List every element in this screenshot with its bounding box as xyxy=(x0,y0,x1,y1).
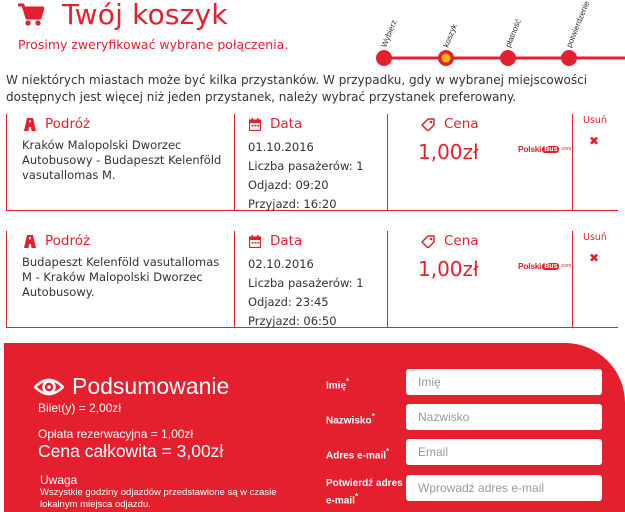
departure-time: Odjazd: 23:45 xyxy=(248,295,329,309)
total-price: Cena całkowita = 3,00zł xyxy=(38,441,224,461)
trip-price: 1,00zł xyxy=(418,140,479,164)
note-title: Uwaga xyxy=(40,473,78,487)
departure-time: Odjazd: 09:20 xyxy=(248,178,329,192)
page-subtitle: Prosimy zweryfikować wybrane połączenia. xyxy=(18,37,289,52)
polskibus-logo: Polski Bus .com xyxy=(518,261,572,271)
step-confirmation xyxy=(561,0,592,66)
divider xyxy=(572,114,573,210)
route-text: Kraków Malopolski Dworzec Autobusowy - Budapeszt Kelenföld vasutallomas M. xyxy=(22,138,222,182)
last-name-label: Nazwisko* xyxy=(326,411,375,427)
remove-button[interactable]: ✖ xyxy=(589,251,600,265)
divider xyxy=(234,231,235,327)
divider xyxy=(572,231,573,327)
trip-details xyxy=(248,255,364,331)
trip-price: 1,00zł xyxy=(418,257,479,281)
booking-row xyxy=(6,114,618,211)
tag-icon xyxy=(421,118,435,131)
divider xyxy=(234,114,235,210)
polskibus-logo: Polski Bus .com xyxy=(518,144,572,154)
step-label-confirmation: potwierdzenie xyxy=(564,0,592,49)
tickets-cost: Bilet(y) = 2,00zł xyxy=(38,401,122,415)
email-field[interactable] xyxy=(406,439,602,465)
price-header xyxy=(421,116,479,132)
page-title: Twój koszyk xyxy=(62,0,228,31)
remove-label: Usuń xyxy=(583,115,607,126)
tag-icon xyxy=(421,235,435,248)
date-header-label: Data xyxy=(270,116,303,132)
remove-label: Usuń xyxy=(583,232,607,243)
passenger-count: Liczba pasażerów: 1 xyxy=(248,159,364,173)
price-header xyxy=(421,233,479,249)
trip-date: 02.10.2016 xyxy=(248,257,314,271)
first-name-label: Imię* xyxy=(326,376,350,392)
checkout-steps xyxy=(362,0,625,72)
note-text: Wszystkie godziny odjazdów przedstawione są w czasie lokalnym miejsca odjazdu. xyxy=(40,487,277,510)
summary-panel xyxy=(4,343,625,512)
summary-title-text: Podsumowanie xyxy=(72,373,230,399)
summary-title xyxy=(34,373,229,400)
remove-button[interactable]: ✖ xyxy=(589,134,600,148)
route-header xyxy=(24,233,90,249)
route-header xyxy=(24,116,90,132)
route-header-label: Podróż xyxy=(45,116,91,132)
eye-icon xyxy=(34,376,64,398)
first-name-field[interactable] xyxy=(406,369,602,395)
trip-date: 01.10.2016 xyxy=(248,140,314,154)
calendar-icon xyxy=(249,235,261,248)
divider xyxy=(387,114,388,210)
date-header xyxy=(249,233,302,249)
stops-info-text: W niektórych miastach może być kilka przystanków. W przypadku, gdy w wybranej miejscowości dostępnych jest więcej niż jeden przystanek, należy wybrać przystanek preferowany. xyxy=(6,73,588,104)
step-label-cart: koszyk xyxy=(441,22,460,49)
passenger-count: Liczba pasażerów: 1 xyxy=(248,276,364,290)
divider xyxy=(387,231,388,327)
email-confirm-label: Potwierdź adres e-mail* xyxy=(326,478,403,507)
trip-details xyxy=(248,138,364,214)
calendar-icon xyxy=(249,118,261,131)
date-header xyxy=(249,116,302,132)
arrival-time: Przyjazd: 06:50 xyxy=(248,314,337,328)
divider xyxy=(6,231,7,327)
cart-icon xyxy=(18,3,44,27)
divider xyxy=(6,114,7,210)
step-label-payment: płatność xyxy=(503,17,524,49)
step-label-select: Wybierz xyxy=(379,18,399,49)
route-header-label: Podróż xyxy=(45,233,91,249)
booking-row xyxy=(6,231,618,328)
road-icon xyxy=(24,235,36,248)
arrival-time: Przyjazd: 16:20 xyxy=(248,197,337,211)
booking-fee: Opłata rezerwacyjna = 1,00zł xyxy=(38,427,194,441)
email-label: Adres e-mail* xyxy=(326,446,390,462)
date-header-label: Data xyxy=(270,233,303,249)
price-header-label: Cena xyxy=(444,116,479,132)
road-icon xyxy=(24,118,36,131)
last-name-field[interactable] xyxy=(406,404,602,430)
route-text: Budapeszt Kelenföld vasutallomas M - Kraków Malopolski Dworzec Autobusowy. xyxy=(22,255,220,299)
price-header-label: Cena xyxy=(444,233,479,249)
email-confirm-field[interactable] xyxy=(406,475,602,501)
